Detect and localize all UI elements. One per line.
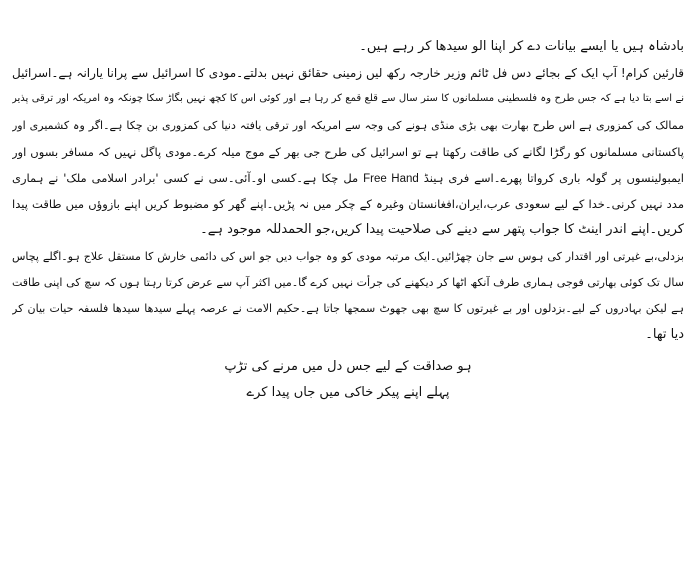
paragraph-2-line-3: ہے لیکن بہادروں کے لیے۔بزدلوں اور بے غیرتوں کا سچ بھی جھوٹ سمجھا جاتا ہے۔حکیم الامت نے عرصہ پہلے سیدھا سیدھا فلسفہ حیات بیان کر — [12, 301, 684, 315]
paragraph-2-line-1: بزدلی،بے غیرتی اور اقتدار کی ہوس سے جان چھڑائیں۔ایک مرتبہ مودی کو وہ جواب دیں جو اس کی دائمی خارش کا مستقل علاج ہو۔اگلے پچاس — [12, 249, 684, 263]
opening-line: بادشاہ ہیں یا ایسے بیانات دے کر اپنا الو سیدھا کر رہے ہیں۔ — [359, 39, 684, 54]
opening-paragraph — [12, 34, 684, 60]
paragraph-2-line-4: دیا تھا۔ — [645, 327, 684, 343]
paragraph-2 — [12, 244, 684, 349]
paragraph-1-line-5-start: ایمبولینسوں پر گولہ باری کرواتا پھرے۔اسے فری ہینڈ — [423, 170, 684, 185]
article-body — [12, 34, 684, 407]
couplet-verse-2: پہلے اپنے پیکر خاکی میں جاں پیدا کرے — [246, 385, 450, 401]
poetry-couplet — [12, 354, 684, 406]
paragraph-1 — [12, 60, 684, 243]
paragraph-1-line-7: کریں۔اپنے اندر اینٹ کا جواب پتھر سے دینے کی صلاحیت پیدا کریں،جو الحمدللہ موجود ہے۔ — [200, 222, 684, 238]
paragraph-1-line-4: پاکستانی مسلمانوں کو رگڑا لگانے کی طاقت رکھتا ہے تو اسرائیل کی طرح جی بھر کے موج میلہ کرے۔مودی پاگل نہیں کہ مسافر بسوں اور — [12, 144, 684, 159]
paragraph-1-line-5 — [12, 165, 684, 191]
paragraph-2-line-2: سال تک کوئی بھارتی فوجی ہماری طرف آنکھ اٹھا کر دیکھنے کی جرأت نہیں کرے گا۔میں اکثر آپ سے عرض کرتا رہتا ہوں کہ سچ کی اپنی طاقت — [12, 275, 684, 289]
paragraph-1-line-1: قارئین کرام! آپ ایک کے بجائے دس فل ٹائم وزیر خارجہ رکھ لیں زمینی حقائق نہیں بدلتے۔مودی کا اسرائیل سے پرانا یارانہ ہے۔اسرائیل — [12, 66, 684, 81]
paragraph-1-line-5-end: مل چکا ہے۔کسی او۔آئی۔سی نے کسی 'برادر اسلامی ملک' نے ہماری — [12, 170, 359, 185]
couplet-verse-1: ہو صداقت کے لیے جس دل میں مرنے کی تڑپ — [224, 359, 472, 375]
paragraph-1-line-3: ممالک کی کمزوری ہے اس طرح بھارت بھی بڑی منڈی ہونے کی وجہ سے امریکہ اور ترقی یافتہ دنیا کی کمزوری بن چکا ہے۔اگر وہ کشمیری اور — [12, 118, 684, 132]
paragraph-1-line-2: نے اسے بتا دیا ہے کہ جس طرح وہ فلسطینی مسلمانوں کا ستر سال سے قلع قمع کر رہا ہے اور کوئی اس کا کچھ نہیں بگاڑ سکا چونکہ وہ امریکہ اور ترقی پذیر — [12, 93, 684, 105]
paragraph-1-line-6: مدد نہیں کرنی۔خدا کے لیے سعودی عرب،ایران،افغانستان وغیرہ کے چکر میں نہ پڑیں۔اپنے گھر کو مضبوط کریں اپنے بازوؤں میں طاقت پیدا — [12, 197, 684, 212]
free-hand-term: Free Hand — [363, 172, 419, 185]
